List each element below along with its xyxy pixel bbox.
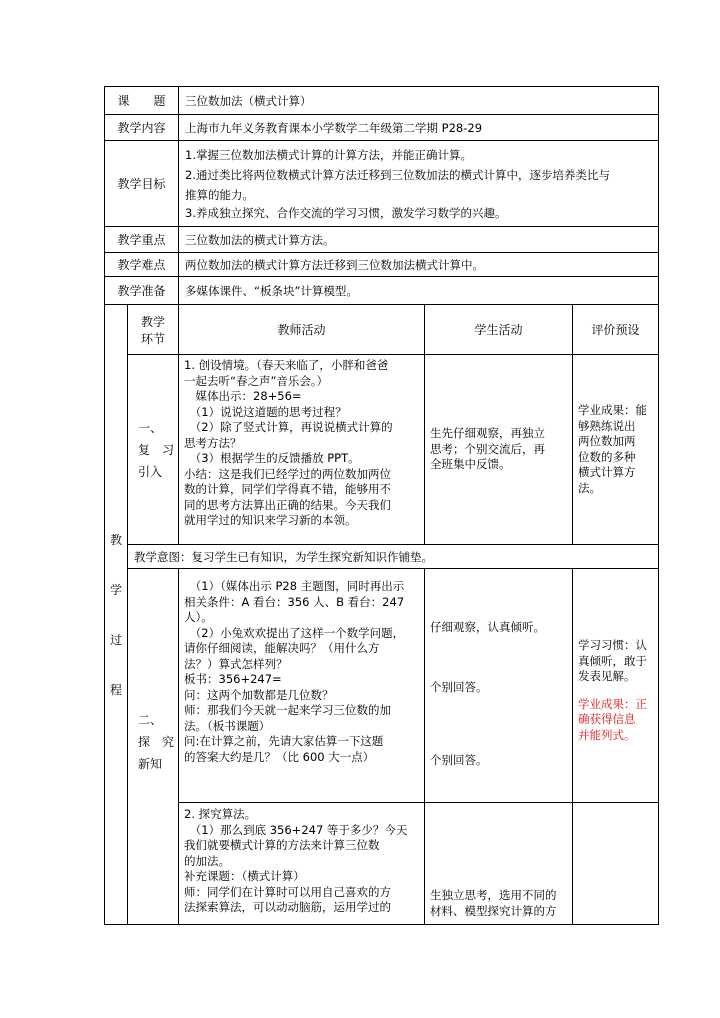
goals-label: 教学目标 <box>105 141 179 227</box>
stage-2-name: 二、 探 究 新知 <box>128 569 179 925</box>
teacher-header: 教师活动 <box>179 305 425 355</box>
stage-1-eval: 学业成果：能 够熟练说出 两位数加两 位数的多种 横式计算方 法。 <box>573 355 659 545</box>
stage-2-teacher: （1）（媒体出示 P28 主题图，同时再出示 相关条件：A 看台：356 人、B 看台：247 人）。 （2）小兔欢欢提出了这样一个数学问题， 请你仔细阅读，能解决吗？（用什么方 法？）算式怎样列？ 板书：356+247= 问：这两个加数都是几位数？ 师：那我们今天就一起来学习三位数的加 法。（板书课题） 问:在计算之前，先请大家估算一下这题 的答案大约是几？（比 600 大一点） <box>179 569 425 803</box>
stage-1-intent: 教学意图：复习学生已有知识，为学生探究新知识作铺垫。 <box>128 545 659 569</box>
lesson-plan-table <box>104 86 658 925</box>
difficulty-label: 教学难点 <box>105 253 179 277</box>
content-label: 教学内容 <box>105 115 179 141</box>
goal-line: 3.养成独立探究、合作交流的学习习惯，激发学习数学的兴趣。 <box>185 205 507 220</box>
goal-line: 2.通过类比将两位数横式计算方法迁移到三位数加法的横式计算中，逐步培养类比与 <box>185 167 610 182</box>
content-value: 上海市九年义务教育课本小学数学二年级第二学期 P28-29 <box>179 115 659 141</box>
stage-1-teacher: 1. 创设情境。（春天来临了，小胖和爸爸 一起去听“春之声”音乐会。） 媒体出示：28+56= （1）说说这道题的思考过程？ （2）除了竖式计算，再说说横式计算的 思考方法？ （3）根据学生的反馈播放 PPT。 小结：这是我们已经学过的两位数加两位 数的计算，同学们学得真不错，能够用不 同的思考方法算出正确的结果。今天我们 就用学过的知识来学习新的本领。 <box>179 355 425 545</box>
topic-value: 三位数加法（横式计算） <box>179 87 659 115</box>
stage-1-name: 一、 复 习 引入 <box>128 355 179 545</box>
goal-line: 推算的能力。 <box>185 187 255 202</box>
stage-2-teacher-2: 2. 探究算法。 （1）那么到底 356+247 等于多少？今天 我们就要横式计算的方法来计算三位数 的加法。 补充课题：（横式计算） 师：同学们在计算时可以用自己喜欢的方 法探索算法，可以动动脑筋，运用学过的 <box>179 803 425 925</box>
stage-2-eval: 学习习惯：认 真倾听，敢于 发表见解。 学业成果：正 确获得信息 并能列式。 <box>573 569 659 803</box>
stage-2-student-2: 生独立思考，选用不同的 材料、模型探究计算的方 <box>425 803 573 925</box>
key-label: 教学重点 <box>105 227 179 253</box>
prep-value: 多媒体课件、“板条块”计算模型。 <box>179 277 659 305</box>
difficulty-value: 两位数加法的横式计算方法迁移到三位数加法横式计算中。 <box>179 253 659 277</box>
eval-header: 评价预设 <box>573 305 659 355</box>
goal-line: 1.掌握三位数加法横式计算的计算方法，并能正确计算。 <box>185 147 472 162</box>
process-label: 教 学 过 程 <box>105 305 128 925</box>
student-header: 学生活动 <box>425 305 573 355</box>
goals-value <box>179 141 659 227</box>
topic-label: 课 题 <box>105 87 179 115</box>
prep-label: 教学准备 <box>105 277 179 305</box>
stage-1-student: 生先仔细观察，再独立 思考；个别交流后，再 全班集中反馈。 <box>425 355 573 545</box>
stage-2-eval-2 <box>573 803 659 925</box>
key-value: 三位数加法的横式计算方法。 <box>179 227 659 253</box>
stage-header: 教学 环节 <box>128 305 179 355</box>
stage-2-student: 仔细观察，认真倾听。 个别回答。 个别回答。 <box>425 569 573 803</box>
